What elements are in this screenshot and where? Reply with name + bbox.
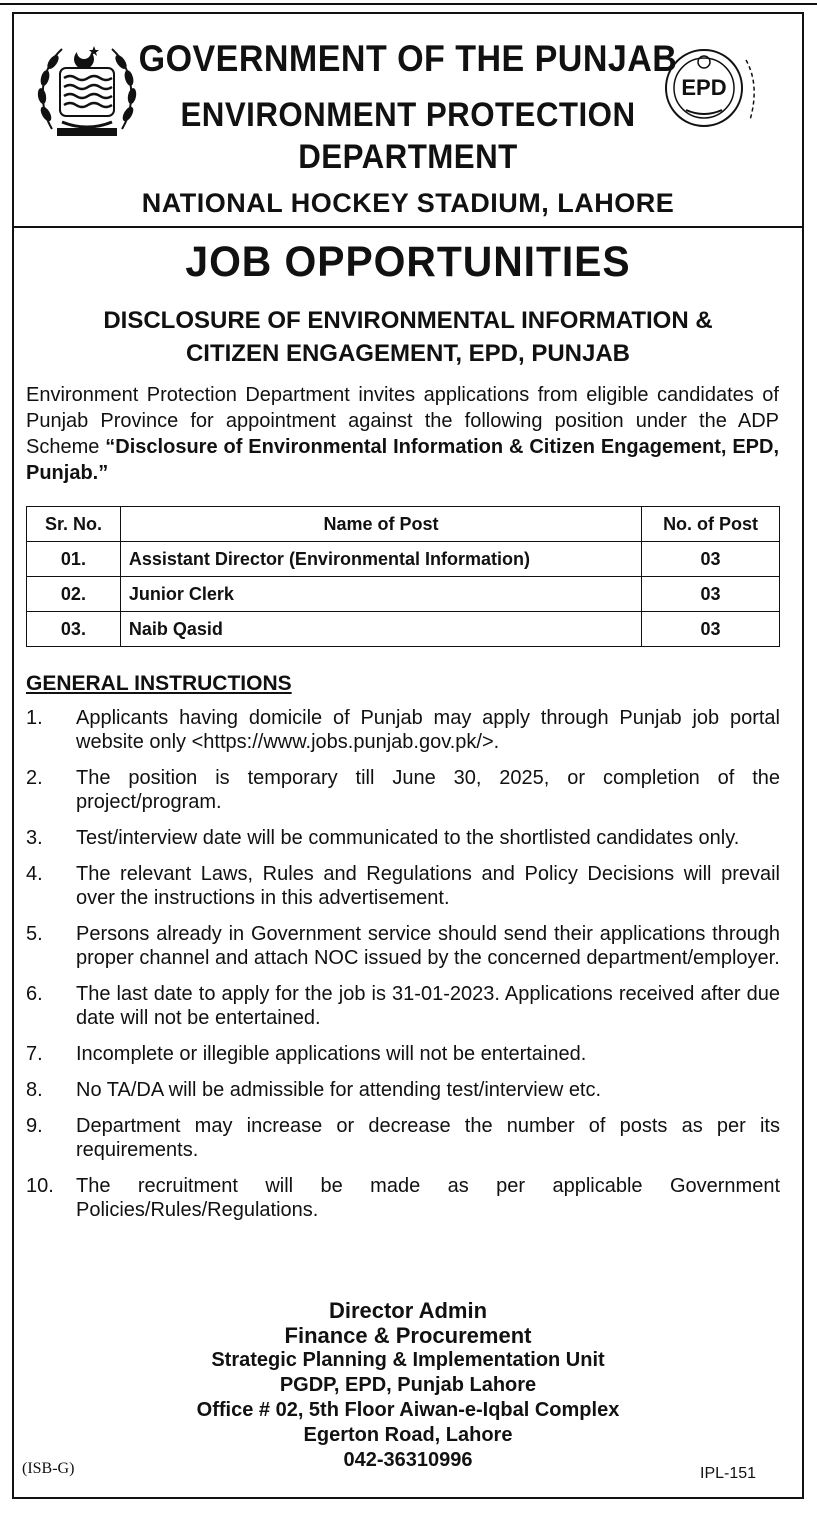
- list-item: [26, 1174, 780, 1222]
- list-item: [26, 1042, 780, 1066]
- signatory-unit: Strategic Planning & Implementation Unit: [211, 1349, 605, 1371]
- item-number: 7.: [26, 1043, 43, 1065]
- item-number: 4.: [26, 863, 43, 885]
- item-text: The recruitment will be made as per applicable Government Policies/Rules/Regulations.: [76, 1175, 780, 1221]
- header-address: NATIONAL HOCKEY STADIUM, LAHORE: [141, 188, 675, 218]
- item-number: 9.: [26, 1115, 43, 1137]
- item-number: 2.: [26, 767, 43, 789]
- column-header-sr-no: Sr. No.: [27, 507, 121, 542]
- list-item: [26, 1114, 780, 1162]
- intro-scheme-name: “Disclosure of Environmental Information & Citizen Engagement, EPD, Punjab.”: [26, 436, 779, 484]
- signatory-phone: 042-36310996: [343, 1449, 473, 1471]
- list-item: [26, 922, 780, 970]
- table-header-row: [27, 507, 780, 542]
- list-item: [26, 706, 780, 754]
- item-number: 10.: [26, 1175, 54, 1197]
- cell-sr-no: 03.: [27, 612, 121, 647]
- signature-block: [12, 1298, 804, 1473]
- item-text: Applicants having domicile of Punjab may apply through Punjab job portal website only <https://www.jobs.punjab.gov.pk/>.: [76, 707, 780, 753]
- page-title: JOB OPPORTUNITIES: [185, 238, 631, 286]
- intro-paragraph: [26, 382, 779, 486]
- subtitle-line1: DISCLOSURE OF ENVIRONMENTAL INFORMATION &: [103, 307, 713, 334]
- cell-post-name: Assistant Director (Environmental Information): [120, 542, 641, 577]
- item-number: 5.: [26, 923, 43, 945]
- list-item: [26, 1078, 780, 1102]
- item-text: Incomplete or illegible applications will not be entertained.: [76, 1043, 587, 1065]
- top-rule: [0, 3, 817, 5]
- signatory-division: Finance & Procurement: [284, 1323, 532, 1348]
- header: [12, 14, 804, 224]
- signatory-office: Office # 02, 5th Floor Aiwan-e-Iqbal Complex: [196, 1399, 620, 1421]
- header-divider: [12, 226, 804, 228]
- intro-text: Environment Protection Department invites applications from eligible candidates of Punjab Province for appointment against the following position under the ADP Scheme: [26, 384, 779, 458]
- instructions-list: [26, 706, 780, 1234]
- table-row: [27, 612, 780, 647]
- cell-post-count: 03: [642, 542, 780, 577]
- cell-post-name: Naib Qasid: [120, 612, 641, 647]
- footer-code-left: (ISB-G): [22, 1460, 75, 1477]
- list-item: [26, 766, 780, 814]
- item-number: 1.: [26, 707, 43, 729]
- item-text: Persons already in Government service should send their applications through proper channel and attach NOC issued by the concerned department/employer.: [76, 923, 780, 969]
- item-text: No TA/DA will be admissible for attending test/interview etc.: [76, 1079, 602, 1101]
- item-number: 6.: [26, 983, 43, 1005]
- posts-table: [26, 506, 780, 647]
- item-text: Test/interview date will be communicated to the shortlisted candidates only.: [76, 827, 740, 849]
- seal-text: EPD: [681, 75, 727, 100]
- list-item: [26, 982, 780, 1030]
- item-number: 8.: [26, 1079, 43, 1101]
- cell-post-count: 03: [642, 577, 780, 612]
- item-text: Department may increase or decrease the number of posts as per its requirements.: [76, 1115, 780, 1161]
- table-row: [27, 542, 780, 577]
- cell-post-name: Junior Clerk: [120, 577, 641, 612]
- header-government-title: GOVERNMENT OF THE PUNJAB: [138, 38, 678, 79]
- cell-sr-no: 02.: [27, 577, 121, 612]
- item-text: The last date to apply for the job is 31-01-2023. Applications received after due date will not be entertained.: [76, 983, 780, 1029]
- instructions-heading: GENERAL INSTRUCTIONS: [26, 672, 292, 695]
- column-header-post-name: Name of Post: [120, 507, 641, 542]
- table-row: [27, 577, 780, 612]
- header-department-line1: ENVIRONMENT PROTECTION: [180, 96, 636, 134]
- footer-code-right: IPL-151: [700, 1465, 757, 1482]
- list-item: [26, 862, 780, 910]
- subtitle-line2: CITIZEN ENGAGEMENT, EPD, PUNJAB: [185, 340, 631, 367]
- item-number: 3.: [26, 827, 43, 849]
- signatory-title: Director Admin: [328, 1298, 488, 1323]
- signatory-org: PGDP, EPD, Punjab Lahore: [279, 1374, 537, 1396]
- item-text: The position is temporary till June 30, 2025, or completion of the project/program.: [76, 767, 780, 813]
- header-department-line2: DEPARTMENT: [298, 138, 518, 176]
- item-text: The relevant Laws, Rules and Regulations and Policy Decisions will prevail over the instructions in this advertisement.: [76, 863, 780, 909]
- cell-post-count: 03: [642, 612, 780, 647]
- signatory-road: Egerton Road, Lahore: [303, 1424, 513, 1446]
- column-header-post-count: No. of Post: [642, 507, 780, 542]
- cell-sr-no: 01.: [27, 542, 121, 577]
- list-item: [26, 826, 780, 850]
